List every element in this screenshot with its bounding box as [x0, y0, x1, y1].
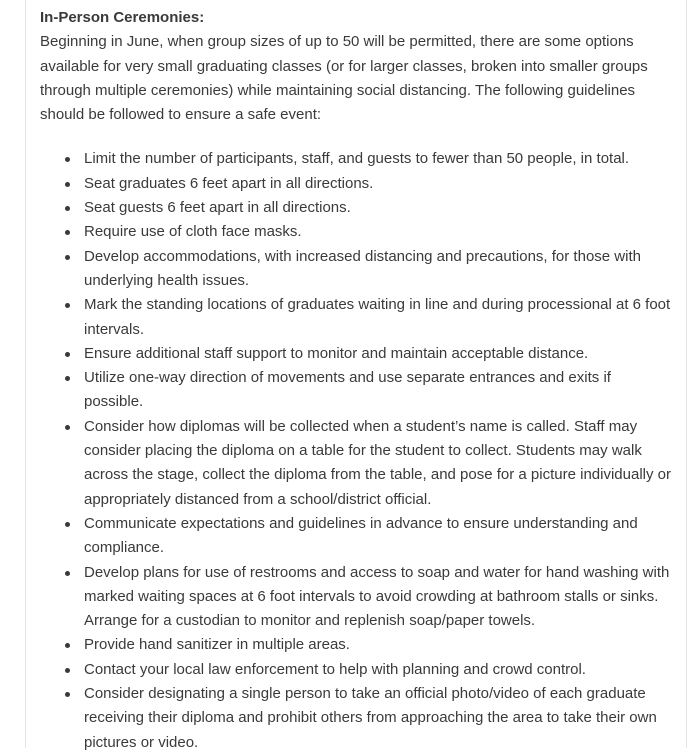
list-item-text: Develop accommodations, with increased distancing and precautions, for those with underlying health issues. [84, 247, 641, 289]
list-item [40, 245, 674, 294]
list-item-text: Ensure additional staff support to monitor and maintain acceptable distance. [84, 344, 589, 362]
list-item [40, 196, 674, 220]
list-item [40, 658, 674, 682]
bullet-icon [65, 376, 70, 381]
list-item [40, 342, 674, 366]
list-item [40, 366, 674, 415]
list-item [40, 682, 674, 755]
list-item [40, 633, 674, 657]
bullet-icon [65, 206, 70, 211]
guidelines-list [40, 147, 680, 754]
list-item-text: Consider designating a single person to take an official photo/video of each graduate receiving their diploma and prohibit others from approaching the area to take their own pictures or video. [84, 685, 657, 751]
bullet-icon [65, 182, 70, 187]
content-panel [25, 0, 687, 751]
list-item-text: Contact your local law enforcement to help with planning and crowd control. [84, 660, 586, 678]
article-content [40, 6, 680, 755]
bullet-icon [65, 643, 70, 648]
list-item-text: Communicate expectations and guidelines in advance to ensure understanding and compliance. [84, 514, 638, 557]
list-item [40, 561, 674, 634]
bullet-icon [65, 522, 70, 527]
list-item-text: Develop plans for use of restrooms and access to soap and water for hand washing with marked waiting spaces at 6 foot intervals to avoid crowding at bathroom stalls or sinks. Arrange for a custodian to monitor and replenish soap/paper towels. [84, 563, 670, 630]
intro-paragraph: Beginning in June, when group sizes of up to 50 will be permitted, there are some options available for very small graduating classes (or for larger classes, broken into smaller groups through multiple ceremonies) while maintaining social distancing. The following guidelines should be followed to ensure a safe event: [40, 33, 648, 124]
bullet-icon [65, 571, 70, 576]
bullet-icon [65, 303, 70, 308]
list-item [40, 147, 674, 171]
bullet-icon [65, 157, 70, 162]
bullet-icon [65, 668, 70, 673]
list-item-text: Mark the standing locations of graduates waiting in line and during processional at 6 foot intervals. [84, 296, 671, 338]
list-item-text: Provide hand sanitizer in multiple areas. [84, 636, 350, 654]
list-item [40, 220, 674, 244]
section-heading: In-Person Ceremonies: [40, 9, 205, 26]
bullet-icon [65, 230, 70, 235]
list-item-text: Limit the number of participants, staff, and guests to fewer than 50 people, in total. [84, 150, 630, 168]
list-item-text: Require use of cloth face masks. [84, 223, 302, 241]
list-item [40, 293, 674, 342]
list-item [40, 172, 674, 196]
bullet-icon [65, 692, 70, 697]
bullet-icon [65, 255, 70, 260]
list-item-text: Seat graduates 6 feet apart in all directions. [84, 174, 374, 192]
list-item-text: Utilize one-way direction of movements and use separate entrances and exits if possible. [84, 369, 611, 411]
list-item-text: Consider how diplomas will be collected when a student’s name is called. Staff may consider placing the diploma on a table for the student to collect. Students may walk across the stage, collect the diploma from the table, and pose for a picture individually or appropriately distanced from a school/district official. [84, 417, 671, 508]
bullet-icon [65, 352, 70, 357]
list-item [40, 415, 674, 512]
list-item [40, 512, 674, 561]
bullet-icon [65, 425, 70, 430]
list-item-text: Seat guests 6 feet apart in all directions. [84, 199, 351, 217]
